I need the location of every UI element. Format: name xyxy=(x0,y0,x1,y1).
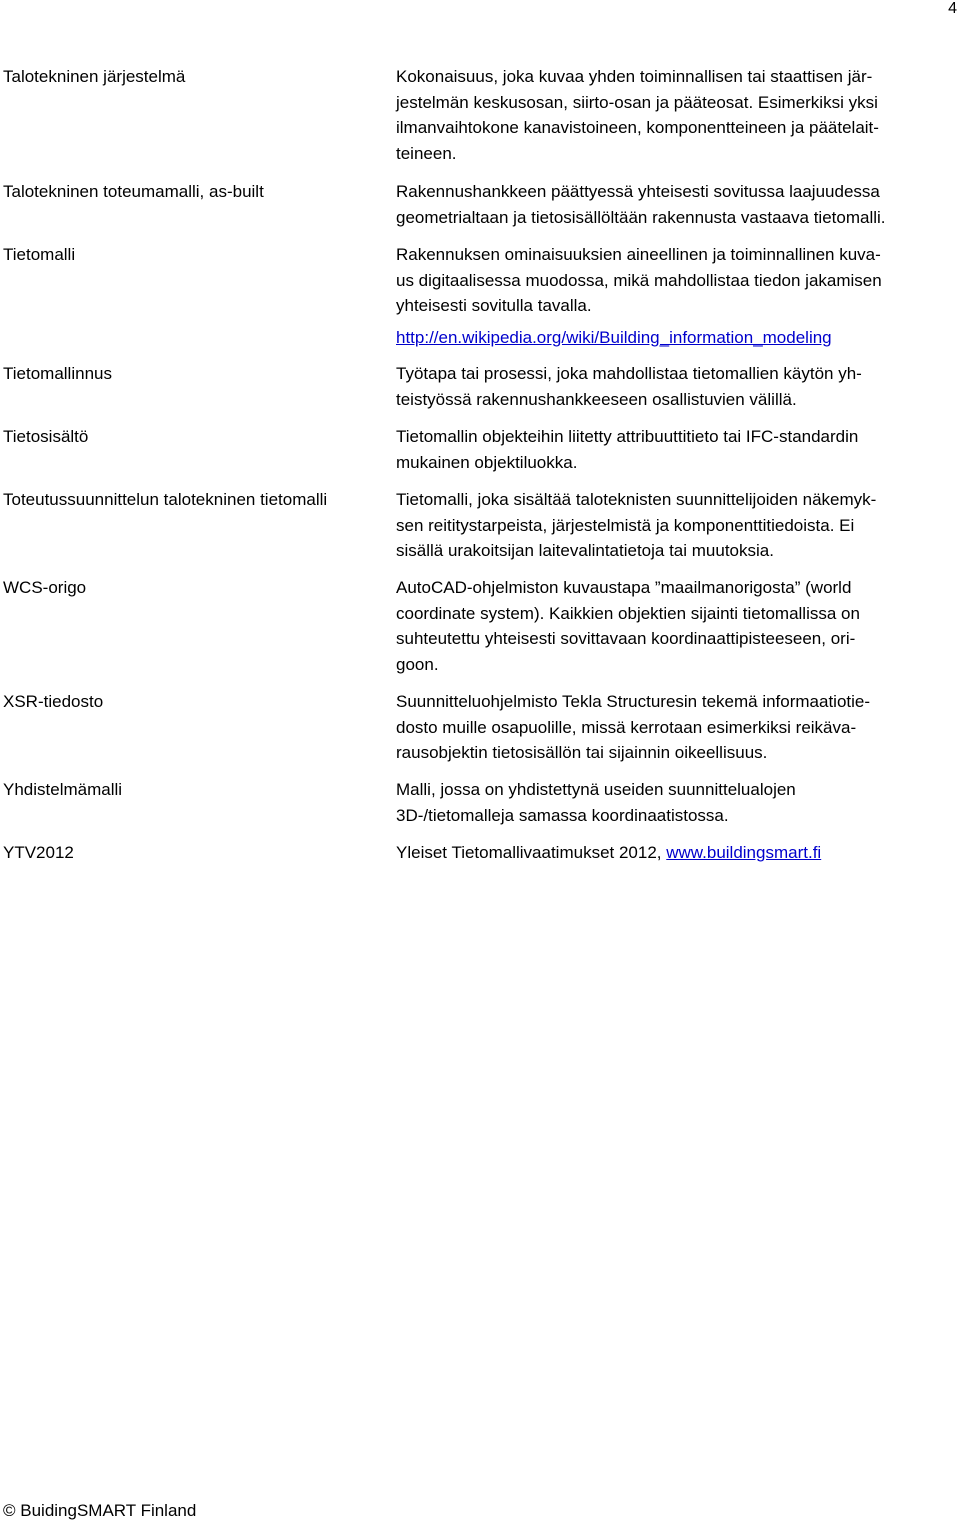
definition-line: geometrialtaan ja tietosisällöltään rakennusta vastaava tietomalli. xyxy=(396,207,886,227)
glossary-term: WCS-origo xyxy=(3,578,87,597)
definition-line: teineen. xyxy=(396,143,457,163)
definition-line: teistyössä rakennushankkeeseen osallistuvien välillä. xyxy=(396,389,797,409)
definition-line: ilmanvaihtokone kanavistoineen, komponentteineen ja päätelait- xyxy=(396,118,879,137)
definition-line: Rakennuksen ominaisuuksien aineellinen ja toiminnallinen kuva- xyxy=(396,245,881,264)
definition-line: Tietomallin objekteihin liitetty attribuuttitieto tai IFC-standardin xyxy=(396,427,859,446)
page-footer: © BuidingSMART Finland xyxy=(3,1501,197,1520)
glossary-definition xyxy=(396,179,953,230)
glossary-term: Tietomallinnus xyxy=(3,364,112,383)
definition-line: coordinate system). Kaikkien objektien sijainti tietomallissa on xyxy=(396,603,860,623)
glossary-term: Tietomalli xyxy=(3,245,76,264)
definition-line: AutoCAD-ohjelmiston kuvaustapa ”maailmanorigosta” (world xyxy=(396,578,852,597)
glossary-term: YTV2012 xyxy=(3,843,74,862)
glossary-term: Tietosisältö xyxy=(3,427,89,446)
glossary-term: Talotekninen järjestelmä xyxy=(3,67,186,86)
glossary-definition xyxy=(396,689,953,766)
definition-line: yhteisesti sovitulla tavalla. xyxy=(396,296,592,315)
definition-line: goon. xyxy=(396,654,439,674)
definition-link-line xyxy=(396,325,953,351)
glossary-term: Toteutussuunnittelun talotekninen tietomalli xyxy=(3,490,328,509)
definition-line: Malli, jossa on yhdistettynä useiden suunnittelualojen xyxy=(396,780,796,799)
buildingsmart-link[interactable]: www.buildingsmart.fi xyxy=(666,843,822,862)
glossary-definition xyxy=(396,242,953,350)
glossary-term: Talotekninen toteumamalli, as-built xyxy=(3,182,264,201)
definition-line: suhteutettu yhteisesti sovittavaan koordinaattipisteeseen, ori- xyxy=(396,629,856,648)
definition-line: Suunnitteluohjelmisto Tekla Structuresin tekemä informaatiotie- xyxy=(396,692,871,711)
definition-line: sen reititystarpeista, järjestelmistä ja komponenttitiedoista. Ei xyxy=(396,515,855,535)
definition-line: Rakennushankkeen päättyessä yhteisesti sovitussa laajuudessa xyxy=(396,182,880,201)
definition-line: Tietomalli, joka sisältää taloteknisten suunnittelijoiden näkemyk- xyxy=(396,490,877,509)
definition-line: dosto muille osapuolille, missä kerrotaan esimerkiksi reikäva- xyxy=(396,717,857,737)
glossary-definition xyxy=(396,840,953,866)
definition-line: Työtapa tai prosessi, joka mahdollistaa tietomallien käytön yh- xyxy=(396,364,862,383)
definition-line: 3D-/tietomalleja samassa koordinaatistossa. xyxy=(396,805,729,825)
glossary-definition xyxy=(396,64,953,166)
definition-line xyxy=(396,840,953,866)
glossary-definition xyxy=(396,777,953,828)
definition-line: us digitaalisessa muodossa, mikä mahdollistaa tiedon jakamisen xyxy=(396,270,882,290)
glossary-term: XSR-tiedosto xyxy=(3,692,104,711)
page-number: 4 xyxy=(948,0,957,17)
glossary-definition xyxy=(396,487,953,564)
glossary-definition xyxy=(396,575,953,677)
definition-line: mukainen objektiluokka. xyxy=(396,452,578,472)
glossary-term: Yhdistelmämalli xyxy=(3,780,123,799)
glossary-definition xyxy=(396,424,953,475)
definition-text: Yleiset Tietomallivaatimukset 2012, xyxy=(396,843,667,862)
definition-line: jestelmän keskusosan, siirto-osan ja pääteosat. Esimerkiksi yksi xyxy=(396,92,878,112)
definition-line: rausobjektin tietosisällön tai sijainnin oikeellisuus. xyxy=(396,743,768,762)
definition-line: Kokonaisuus, joka kuvaa yhden toiminnallisen tai staattisen jär- xyxy=(396,67,873,86)
definition-line: sisällä urakoitsijan laitevalintatietoja tai muutoksia. xyxy=(396,541,774,560)
wikipedia-link[interactable]: http://en.wikipedia.org/wiki/Building_information_modeling xyxy=(396,327,832,347)
glossary-definition xyxy=(396,361,953,412)
